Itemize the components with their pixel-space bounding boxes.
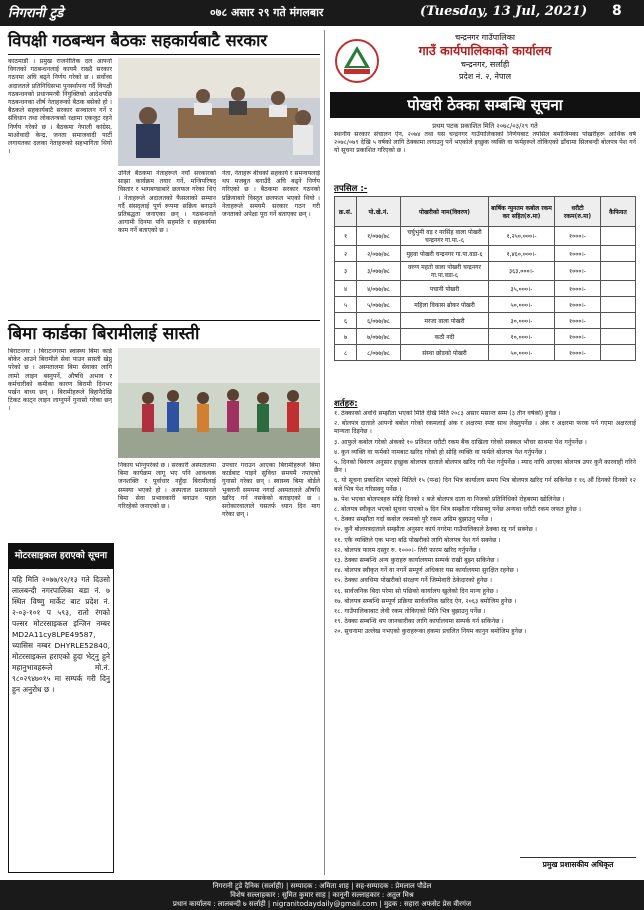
meeting-photo — [118, 58, 320, 166]
condition-item: १३. ठेक्का सम्बन्धि अन्य कुराहरु कार्यालयमा सम्पर्क राखी बुझ्न सकिनेछ । — [334, 557, 499, 565]
condition-item: २०. सुचनामा उल्लेख नभएको कुराहरूका हकमा प्रचलित नियम कानुन बमोजिम हुनेछ । — [334, 628, 527, 636]
cell-pond-no: ७/०७७/७८ — [357, 329, 401, 345]
article2-col3: उपचार गराउन आएका बिरामीहरूले बिमा कार्डबाट पाइने सुविधा समयमै नपाएको गुनासो गरेका छन् । स्वास्थ्य बिमा बोर्डले भुक्तानी समयमा नगर्दा अस्पतालले औषधि खरिद गर्न नसकेको बताइएको छ । सरोकारवालाले यसतर्फ ध्यान दिन माग गरेका छन् । — [222, 462, 320, 519]
table-row — [335, 345, 636, 361]
cell-pond-name: कठौ नदी — [401, 329, 489, 345]
cell-sn: ८ — [335, 345, 357, 361]
article1-rule — [8, 54, 320, 55]
footer-line-3: प्रधान कार्यालय : लालबन्दी ७ सर्लाही | nigranitodaydaily@gmail.com | मुद्रक : सहारा अफसेट प्रेस वीरगंज — [172, 900, 472, 908]
condition-item: ७. पेश भएका बोलपत्रहरु सोहि दिनको २ बजे बोलपत्र दाता वा निजको प्रतिनिधिको रोहबरमा खोलिनेछ । — [334, 495, 565, 503]
motorcycle-notice-title: मोटरसाइकल हराएको सूचना — [14, 551, 108, 561]
condition-item: १२. बोलपत्र फारम दस्तुर रु. १०००।- तिरी फारम खरिद गर्नुपर्नेछ । — [334, 546, 481, 554]
table-row — [335, 227, 636, 246]
cell-remarks — [601, 281, 636, 297]
cell-sn: २ — [335, 246, 357, 262]
table-row — [335, 246, 636, 262]
paper-brand: निगरानी टुडे — [8, 6, 64, 21]
cell-deposit: १०००।- — [555, 313, 601, 329]
footer-line-1: निगरानी टुडे दैनिक (सर्लाही) | सम्पादक : अमिता शाह | सह-सम्पादक : प्रेमलाल पौडेल — [212, 882, 432, 890]
cell-min-amount: ३६३,०००।- — [489, 262, 555, 281]
cell-deposit: १०००।- — [555, 297, 601, 313]
cell-remarks — [601, 227, 636, 246]
th-pond-no: पो.खे.नं. — [357, 197, 401, 227]
cell-pond-name: पचानी पोखरी — [401, 281, 489, 297]
condition-item: १६. सार्वजनिक बिदा परेमा सो पछिको कार्यालय खुलेको दिन मान्य हुनेछ । — [334, 587, 498, 595]
article2-col2: निकाय भोग्नुपरेको छ । सरकारी अस्पतालमा बिमा कार्यक्रम लागू भए पनि आवश्यक जनशक्ति र पूर्वाधार नहुँदा बिरामीलाई समस्या भएको हो । अस्पताल प्रशासनले बिमा सेवा प्रभावकारी बनाउन पहल गरिरहेको जनाएको छ । — [118, 462, 216, 511]
cell-pond-name: मरजा वाला पोखरी — [401, 313, 489, 329]
article1-headline: विपक्षी गठबन्धन बैठकः सहकार्यबाटै सरकार — [8, 31, 268, 50]
tapsil-label: तपसिल :- — [334, 184, 368, 194]
condition-item: ११. एकै व्यक्तिले एक भन्दा बढि पोखरीको लागि बोलपत्र पेश गर्न सक्नेछ । — [334, 536, 501, 544]
condition-item: १. ठेक्काको अवधि सम्झौता भएको मिति देखि मिति २०८३ असार मसान्त सम्म (३ तीन वर्षको) हुनेछ । — [334, 410, 561, 417]
cell-pond-no: ४/०७७/७८ — [357, 281, 401, 297]
table-row — [335, 281, 636, 297]
cell-min-amount: १०,०००।- — [489, 329, 555, 345]
cell-sn: ४ — [335, 281, 357, 297]
cell-min-amount: ३५,०००।- — [489, 281, 555, 297]
notice-publication-date: प्रथम पटक प्रकाशित मिति २०७८/०३/२९ गते — [432, 122, 538, 130]
article1-col3: नेता, नेताहरू बीचको सहकार्य र समन्वयलाई थप मजबुत बनाउँदै अघि बढ्ने निर्णय गरिएको छ । बैठकमा सरकार गठनको प्रक्रियाबारे विस्तृत छलफल भएको थियो । नेताहरूले समयमै सरकार गठन गरी जनताको अपेक्षा पूरा गर्ने बताएका छन् । — [222, 170, 320, 219]
cell-min-amount: ५०,०००।- — [489, 345, 555, 361]
motorcycle-notice-body: यहि मिति २०७७/१२/१३ गते दिउसो लालबन्दी नगरपालिका बडा नं. ७ स्थित विष्णु मार्केट बाट प्रदेश नं. २-०३-१०१ प ५९३, रातो रंगको पल्सर मोटरसाइकल इन्जिन नम्बर MD2A11cy8LPE49587, च्यासिस नम्बर DHYRLE52840, मोटरसाइकल हराएको हुदा भेट्नु हुने महानुभावहरूले मो.नं. ९८०२९४७०१५ मा सम्पर्क गरी दिनु हुन अनुरोध छ । — [12, 575, 110, 694]
condition-item: १५. ठेक्का अवधिमा पोखरीको संरक्षण गर्ने जिम्मेवारी ठेकेदारको हुनेछ । — [334, 577, 492, 585]
office-line-4: प्रदेश नं. २, नेपाल — [458, 72, 512, 81]
cell-sn: ७ — [335, 329, 357, 345]
pond-table — [334, 196, 636, 361]
condition-item: १०. कुनै बोलपत्रदाताले सम्झौता अनुसार कार्य नगरेमा गाउँपालिकाले ठेक्का रद्द गर्न सक्नेछ । — [334, 526, 537, 534]
th-deposit: धरौटी रकम(रु.मा) — [555, 197, 601, 227]
condition-item: ३. आफुले कबोल गरेको अंकको १० प्रतिशत धरौटी रकम बैंक दाखिला गरेको सक्कल भौचर साथमा पेश गर्नुपर्नेछ । — [334, 438, 587, 446]
table-row — [335, 313, 636, 329]
notice-intro: स्थानीय सरकार संचालन ऐन, २०७४ तथा यस चन्द्रनगर गाउँपालिकाको निर्णयबाट तपसिल बमोजिमका पोखरीहरू आर्थिक वर्ष २०७८/०७९ देखि ५ वर्षको लागि ठेक्कामा लगाउनु पर्ने भएकोले इच्छुक व्यक्ति वा फर्महरूले तोकिएको ढाँचामा सिलबन्दी बोलपत्र पेश गर्न यो सूचना प्रकाशित गरिएको छ । — [334, 131, 636, 155]
cell-remarks — [601, 262, 636, 281]
cell-pond-name: वरुण महतो वाला पोखरी चन्द्रनगर गा.पा.वडा-६ — [401, 262, 489, 281]
cell-pond-no: ३/०७७/७८ — [357, 262, 401, 281]
english-date: (Tuesday, 13 Jul, 2021) — [420, 4, 588, 19]
cell-pond-name: महिला विकास ब्रोकर पोखरी — [401, 297, 489, 313]
condition-item: ४. कुन व्यक्ति वा फर्मको नामबाट खरिद गरेको हो सोहि व्यक्ति वा फर्मले बोलपत्र पेश गर्नुपर्नेछ । — [334, 448, 547, 456]
cell-sn: ५ — [335, 297, 357, 313]
cell-pond-no: १/०७७/७८ — [357, 227, 401, 246]
notice-signature: प्रमुख प्रशासकीय अधिकृत — [520, 857, 636, 870]
cell-sn: १ — [335, 227, 357, 246]
article1-col2: उनिले बैठकमा नेताहरूले नयाँ सरकारको साझा कार्यक्रम तयार गर्ने, मन्त्रिपरिषद् विस्तार र भागबण्डाबारे छलफल गरेका थिए । नेताहरूले अदालतको फैसलाको सम्मान गर्दै संसद्लाई पूर्ण रूपमा सक्रिय बनाउने प्रतिबद्धता जनाएका छन् । गठबन्धनले आगामी दिनमा पनि सहमति र सहकार्यमा काम गर्ने बताएको छ । — [118, 170, 216, 235]
cell-deposit: १०००।- — [555, 345, 601, 361]
cell-remarks — [601, 297, 636, 313]
page-number: 8 — [612, 3, 622, 19]
condition-item: ८. बोलपत्र स्वीकृत भएको सूचना पाएको ७ दिन भित्र सम्झौता गरिसक्नु पर्नेछ अन्यथा धरौटी रकम जफत हुनेछ । — [334, 506, 581, 514]
cell-min-amount: ३०,०००।- — [489, 313, 555, 329]
article2-col1: बिराटनगर । बिराटनगरमा स्वास्थ्य बिमा कार्ड बोकेर आउने बिरामीले सेवा पाउन सास्ती खेप्नु परेको छ । अस्पतालमा बिमा सेवाका लागि लामो लाइन बस्नुपर्ने, औषधि अभाव र कर्मचारीको कमीका कारण बिरामी दिनभर पर्खन बाध्य छन् । बिरामीहरूले बिहानैदेखि टिकट काट्न लाइन लाग्नुपर्ने गुनासो गरेका छन् । — [8, 348, 112, 413]
masthead-bar — [0, 0, 644, 26]
cell-remarks — [601, 329, 636, 345]
cell-sn: ६ — [335, 313, 357, 329]
footer-line-2: विशेष सल्लाहकार : सुमित कुमार साह | कानूनी सल्लाहकार : अतुल मिश्र — [230, 891, 414, 899]
conditions-list — [334, 410, 636, 850]
cell-deposit: १०००।- — [555, 262, 601, 281]
column-divider — [324, 30, 325, 875]
office-line-3: चन्द्रनगर, सर्लाही — [460, 60, 510, 69]
hospital-queue-graphic — [118, 348, 320, 458]
cell-pond-name: मुहवा पोखरी चन्द्रनगर गा.पा.वडा-६ — [401, 246, 489, 262]
office-line-2: गाउँ कार्यपालिकाको कार्यालय — [418, 43, 552, 58]
office-line-1: चन्द्रनगर गाउँपालिका — [455, 33, 515, 42]
cell-min-amount: १,४६०,०००।- — [489, 246, 555, 262]
cell-pond-no: २/०७७/७८ — [357, 246, 401, 262]
cell-remarks — [601, 246, 636, 262]
cell-pond-name: चर्चुभुमी वड़ र नरसिंह वाला पोखरी चन्द्रनगर गा.पा.-६ — [401, 227, 489, 246]
th-min-amount: बार्षिक न्युनतम कबोल रकम कर सहित(रु.मा) — [489, 197, 555, 227]
th-remarks: कैफियत — [601, 197, 636, 227]
meeting-photo-graphic — [118, 58, 320, 166]
th-pond-name: पोखरीको नाम(विवरण) — [401, 197, 489, 227]
footer-bar — [0, 880, 644, 910]
article2-headline: बिमा कार्डका बिरामीलाई सास्ती — [8, 324, 200, 344]
pond-table-wrap — [334, 196, 636, 361]
condition-item: १४. बोलपत्र स्वीकृत गर्ने वा नगर्ने सम्पूर्ण अधिकार यस कार्यालयमा सुरक्षित रहनेछ । — [334, 567, 519, 575]
cell-pond-no: ५/०७७/७८ — [357, 297, 401, 313]
cell-pond-name: संस्था छोडको पोखरी — [401, 345, 489, 361]
cell-deposit: १०००।- — [555, 246, 601, 262]
condition-item: १७. बोलपत्र सम्बन्धि सम्पूर्ण प्रक्रिया सार्वजनिक खरिद ऐन, २०६३ बमोजिम हुनेछ । — [334, 597, 517, 605]
article2-top-rule — [8, 320, 320, 321]
th-sn: क्र.सं. — [335, 197, 357, 227]
table-row — [335, 297, 636, 313]
table-row — [335, 329, 636, 345]
conditions-title: शर्तहरु: — [334, 399, 358, 409]
cell-min-amount: १,२५०,०००।- — [489, 227, 555, 246]
cell-deposit: १०००।- — [555, 227, 601, 246]
condition-item: १९. ठेक्का सम्बन्धि थप जानकारीका लागि कार्यालयमा सम्पर्क गर्न सकिनेछ । — [334, 618, 504, 626]
cell-pond-no: ६/०७७/७८ — [357, 313, 401, 329]
cell-remarks — [601, 313, 636, 329]
condition-item: ९. ठेक्का सम्झौता गर्दा कबोल रकमको पुरै रकम अग्रिम बुझाउनु पर्नेछ । — [334, 516, 493, 524]
condition-item: २. बोलपत्र दाताले आफ्नो बबोल गरेको रकमलाई अंक र अक्षरमा स्पष्ट साथ लेख्नुपर्नेछ । अंक र अक्षरमा फरक पर्न गएमा अक्षरलाई मान्यता दिइनेछ । — [334, 420, 636, 436]
cell-deposit: १०००।- — [555, 329, 601, 345]
cell-min-amount: ५०,०००।- — [489, 297, 555, 313]
condition-item: १८. गाउँपालिकाबाट लेवी रकम तोकिएको मिति भित्र बुझाउनु पर्नेछ । — [334, 608, 486, 616]
cell-pond-no: ८/०७७/७८ — [357, 345, 401, 361]
condition-item: ५. दिनको बिवरण अनुसार इच्छुक बोलपत्र दाताले बोलपत्र खरिद गरी पेश गर्नुपर्नेछ । म्याद नाघि आएका बोलपत्र उपर कुनै कारवाही गरिने छैन । — [334, 459, 636, 475]
article1-col1: काठमाडौं । प्रमुख राजनीतिक दल आफ्नो विगतको गठबन्धनलाई कायमै राख्दै सरकार गठनमा अघि बढ्ने निर्णय गरेको छ । सर्वोच्च अदालतले प्रतिनिधिसभा पुनर्स्थापना गर्दै विपक्षी गठबन्धनको प्रधानमन्त्री नियुक्तिको आदेशपछि गठबन्धनका शीर्ष नेताहरूको बैठक बसेको हो । बैठकले सहकार्यबाटै सरकार सञ्चालन गर्ने र संविधान तथा लोकतन्त्रको रक्षामा एकजुट रहने निर्णय गरेको छ । बैठकमा नेपाली कांग्रेस, माओवादी केन्द्र, जनता समाजवादी पार्टी लगायतका दलका नेताहरूको सहभागिता थियो । — [8, 58, 112, 156]
cell-remarks — [601, 345, 636, 361]
cell-sn: ३ — [335, 262, 357, 281]
pond-table-header — [335, 197, 636, 227]
table-row — [335, 262, 636, 281]
condition-item: ६. यो सूचना प्रकाशित भएको मितिले १५ (पन्ध्र) दिन भित्र कार्यालय समय भित्र बोलपत्र खरिद गर्न सकिनेछ र १६ औं दिनको दिनको १२ बजे भित्र पेश गरिसक्नु पर्नेछ । — [334, 477, 636, 493]
hospital-queue-photo — [118, 348, 320, 458]
cell-deposit: १०००।- — [555, 281, 601, 297]
notice-title: पोखरी ठेक्का सम्बन्धि सूचना — [407, 96, 563, 114]
nepali-date: ०७८ असार २९ गते मंगलबार — [210, 6, 324, 19]
